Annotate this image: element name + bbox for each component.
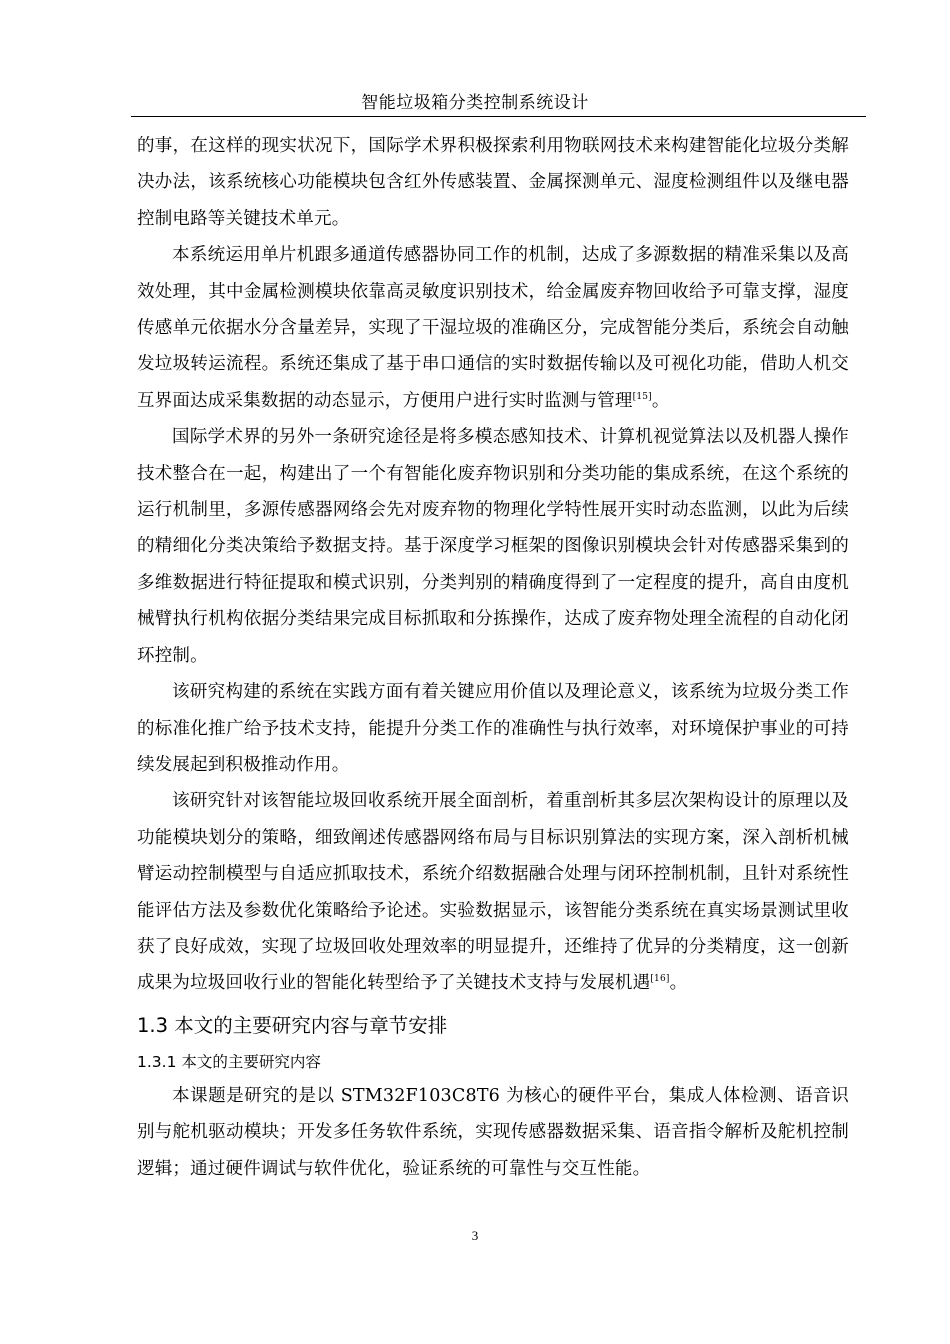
paragraph-analysis — [137, 783, 849, 1001]
paragraph-value: 该研究构建的系统在实践方面有着关键应用价值以及理论意义，该系统为垃圾分类工作的标准化推广给予技术支持，能提升分类工作的准确性与执行效率，对环境保护事业的可持续发展起到积极推动作用。 — [137, 682, 849, 775]
paragraph-system-overview — [137, 237, 849, 419]
paragraph-end-punct: 。 — [669, 973, 688, 994]
running-header-title: 智能垃圾箱分类控制系统设计 — [361, 93, 589, 113]
paragraph-research-content: 本课题是研究的是以 STM32F103C8T6 为核心的硬件平台，集成人体检测、语音识别与舵机驱动模块；开发多任务软件系统，实现传感器数据采集、语音指令解析及舵机控制逻辑；通过硬件调试与软件优化，验证系统的可靠性与交互性能。 — [137, 1085, 849, 1179]
paragraph-research-approach: 国际学术界的另外一条研究途径是将多模态感知技术、计算机视觉算法以及机器人操作技术整合在一起，构建出了一个有智能化废弃物识别和分类功能的集成系统，在这个系统的运行机制里，多源传感器网络会先对废弃物的物理化学特性展开实时动态监测，以此为后续的精细化分类决策给予数据支持。基于深度学习框架的图像识别模块会针对传感器采集到的多维数据进行特征提取和模式识别，分类判别的精确度得到了一定程度的提升，高自由度机械臂执行机构依据分类结果完成目标抓取和分拣操作，达成了废弃物处理全流程的自动化闭环控制。 — [137, 427, 849, 666]
paragraph-continued: 的事，在这样的现实状况下，国际学术界积极探索利用物联网技术来构建智能化垃圾分类解决办法，该系统核心功能模块包含红外传感装置、金属探测单元、湿度检测组件以及继电器控制电路等关键技术单元。 — [137, 136, 849, 229]
paragraph-text: 该研究针对该智能垃圾回收系统开展全面剖析，着重剖析其多层次架构设计的原理以及功能模块划分的策略，细致阐述传感器网络布局与目标识别算法的实现方案，深入剖析机械臂运动控制模型与自适应抓取技术，系统介绍数据融合处理与闭环控制机制，且针对系统性能评估方法及参数优化策略给予论述。实验数据显示，该智能分类系统在真实场景测试里收获了良好成效，实现了垃圾回收处理效率的明显提升，还维持了优异的分类精度，这一创新成果为垃圾回收行业的智能化转型给予了关键技术支持与发展机遇 — [137, 791, 849, 994]
citation-ref-16: [16] — [650, 974, 670, 985]
subsection-heading: 1.3.1 本文的主要研究内容 — [137, 1052, 321, 1071]
page-number: 3 — [471, 1228, 479, 1243]
section-heading: 1.3 本文的主要研究内容与章节安排 — [137, 1013, 448, 1037]
header-divider — [131, 116, 866, 117]
paragraph-end-punct: 。 — [651, 390, 670, 411]
citation-ref-15: [15] — [632, 392, 652, 403]
paragraph-text: 本系统运用单片机跟多通道传感器协同工作的机制，达成了多源数据的精准采集以及高效处理，其中金属检测模块依靠高灵敏度识别技术，给金属废弃物回收给予可靠支撑，湿度传感单元依据水分含量差异，实现了干湿垃圾的准确区分，完成智能分类后，系统会自动触发垃圾转运流程。系统还集成了基于串口通信的实时数据传输以及可视化功能，借助人机交互界面达成采集数据的动态显示，方便用户进行实时监测与管理 — [137, 245, 849, 411]
page-body — [137, 128, 849, 1187]
